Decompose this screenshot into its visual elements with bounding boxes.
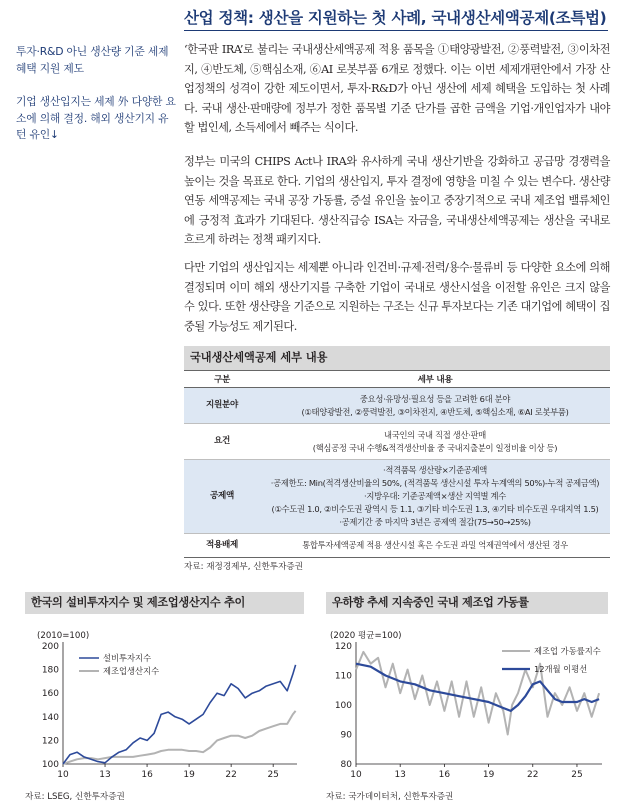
y-tick-label: 90	[340, 730, 352, 741]
chart2-source: 자료: 국가데이터처, 신한투자증권	[326, 792, 454, 802]
chart2-title: 우하향 추세 지속중인 국내 제조업 가동률	[326, 592, 608, 614]
row-label: 요건	[184, 424, 260, 460]
detail-line: ·지방우대: 기준공제액×생산 지역별 계수	[364, 491, 506, 501]
detail-line: (핵심공정 국내 수행&적격생산비율 중 국내지출분이 일정비율 이상 등)	[312, 442, 558, 453]
legend-label: 12개월 이평선	[534, 664, 588, 674]
x-tick-label: 25	[571, 770, 583, 780]
chart-capex-production	[25, 592, 304, 790]
y-tick-label: 120	[334, 642, 352, 652]
table-header-row	[184, 371, 610, 388]
detail-line: (①수도권 1.0, ②비수도권 광역시 등 1.1, ③기타 비수도권 1.3, ④기타 비수도권 우대지역 1.5)	[271, 504, 599, 514]
row-detail	[260, 424, 610, 460]
y-tick-label: 140	[41, 712, 59, 723]
x-tick-label: 13	[394, 770, 406, 780]
table-row	[184, 424, 610, 460]
table-source: 자료: 재정경제부, 신한투자증권	[184, 562, 304, 572]
chart-unit-label: (2010=100)	[37, 631, 90, 641]
y-tick-label: 100	[41, 760, 59, 770]
paragraph-2: 정부는 미국의 CHIPS Act나 IRA와 유사하게 국내 생산기반을 강화하고 공급망 경쟁력을 높이는 것을 목표로 한다. 기업의 생산입지, 투자 결정에 영향을 미칠 수 있는 변수다. 생산량 연동 세액공제는 국내 공장 가동률, 증설 유인을 높이고 중장기적으로 국내 제조업 밸류체인에 긍정적 효과가 기대된다. 생산직급승 ISA는 자금을, 국내생산세액공제는 생산을 국내로 흐르게 하려는 정책 패키지다.	[184, 155, 610, 247]
detail-line: 내국인의 국내 직접 생산·판매	[384, 429, 486, 440]
row-detail	[260, 534, 610, 558]
chart-utilization	[326, 592, 608, 790]
x-tick-label: 25	[267, 770, 279, 780]
x-tick-label: 19	[482, 770, 495, 780]
x-tick-label: 16	[141, 770, 153, 780]
x-tick-label: 22	[527, 770, 539, 780]
chart-unit-label: (2020 평균=100)	[330, 631, 402, 641]
legend-label: 제조업생산지수	[103, 666, 160, 676]
y-tick-label: 160	[41, 689, 59, 700]
sidebar-note-1: 투자·R&D 아닌 생산량 기준 세제 혜택 지원 제도	[16, 45, 169, 75]
title-divider	[184, 30, 608, 31]
legend-label: 설비투자지수	[103, 653, 152, 663]
legend-label: 제조업 가동률지수	[534, 646, 601, 656]
table-title: 국내생산세액공제 세부 내용	[184, 346, 610, 370]
chart1-source: 자료: LSEG, 신한투자증권	[25, 792, 125, 802]
x-tick-label: 19	[183, 770, 195, 780]
paragraph-1: ‘한국판 IRA’로 불리는 국내생산세액공제 적용 품목을 ①태양광발전, ②풍력발전, ③이차전지, ④반도체, ⑤핵심소재, ⑥AI 로봇부품 6개로 정했다. 이는 이번 세제개편안에서 가장 산업정책의 성격이 강한 제도이면서, 투자·R&D가 아닌 생산에 세제 혜택을 도입하는 첫 사례다. 국내 생산·판매량에 정부가 정한 품목별 기준 단가를 곱한 금액을 기업·개인업자가 내야 할 법인세, 소득세에서 빼주는 식이다.	[184, 43, 610, 135]
table-row	[184, 388, 610, 424]
y-tick-label: 100	[334, 701, 352, 711]
detail-line: 중요성·유망성·필요성 등을 고려한 6대 분야	[359, 393, 511, 404]
x-tick-label: 16	[438, 770, 451, 780]
detail-line: ·공제한도: Min(적격생산비율의 50%, (적격품목 생산시설 투자 누계액의 50%)-누적 공제금액)	[270, 478, 600, 488]
row-label: 지원분야	[184, 388, 260, 424]
x-tick-label: 13	[99, 770, 111, 780]
row-detail	[260, 460, 610, 534]
chart1-title: 한국의 설비투자지수 및 제조업생산지수 추이	[25, 592, 304, 614]
detail-line: (①태양광발전, ②풍력발전, ③이차전지, ④반도체, ⑤핵심소재, ⑥AI 로봇부품)	[301, 406, 569, 417]
table-row	[184, 460, 610, 534]
sidebar-note-2: 기업 생산입지는 세제 外 다양한 요소에 의해 결정. 해외 생산기지 유턴 유인↓	[16, 95, 176, 141]
table-header-detail: 세부 내용	[260, 371, 610, 388]
chart1-plot	[25, 614, 304, 786]
y-tick-label: 80	[340, 760, 352, 770]
row-detail	[260, 388, 610, 424]
x-tick-label: 22	[225, 770, 237, 780]
table-row	[184, 534, 610, 558]
y-tick-label: 120	[41, 736, 59, 747]
paragraph-3: 다만 기업의 생산입지는 세제뿐 아니라 인건비·규제·전력/용수·물류비 등 다양한 요소에 의해 결정되며 이미 해외 생산기지를 구축한 기업이 국내로 생산시설을 이전할 유인은 크지 않을 수 있다. 또한 생산량을 기준으로 지원하는 구조는 신규 투자보다는 기존 대기업에 혜택이 집중될 가능성도 제기된다.	[184, 261, 610, 333]
y-tick-label: 200	[41, 642, 59, 652]
x-tick-label: 10	[57, 770, 69, 780]
detail-line: 통합투자세액공제 적용 생산시설 혹은 수도권 과밀 억제권역에서 생산된 경우	[302, 540, 568, 550]
row-label: 공제액	[184, 460, 260, 534]
page-title: 산업 정책: 생산을 지원하는 첫 사례, 국내생산세액공제(조특법)	[184, 9, 607, 27]
table-header-category: 구분	[184, 371, 260, 388]
detail-table	[184, 370, 610, 558]
chart2-plot	[326, 614, 608, 786]
y-tick-label: 180	[41, 665, 59, 676]
y-tick-label: 110	[334, 671, 352, 682]
detail-table-section	[184, 346, 610, 558]
detail-line: ·적격품목 생산량×기준공제액	[383, 465, 487, 475]
x-tick-label: 10	[350, 770, 362, 780]
detail-line: ·공제기간 중 마지막 3년은 공제액 절감(75→50→25%)	[339, 517, 531, 527]
row-label: 적용배제	[184, 534, 260, 558]
